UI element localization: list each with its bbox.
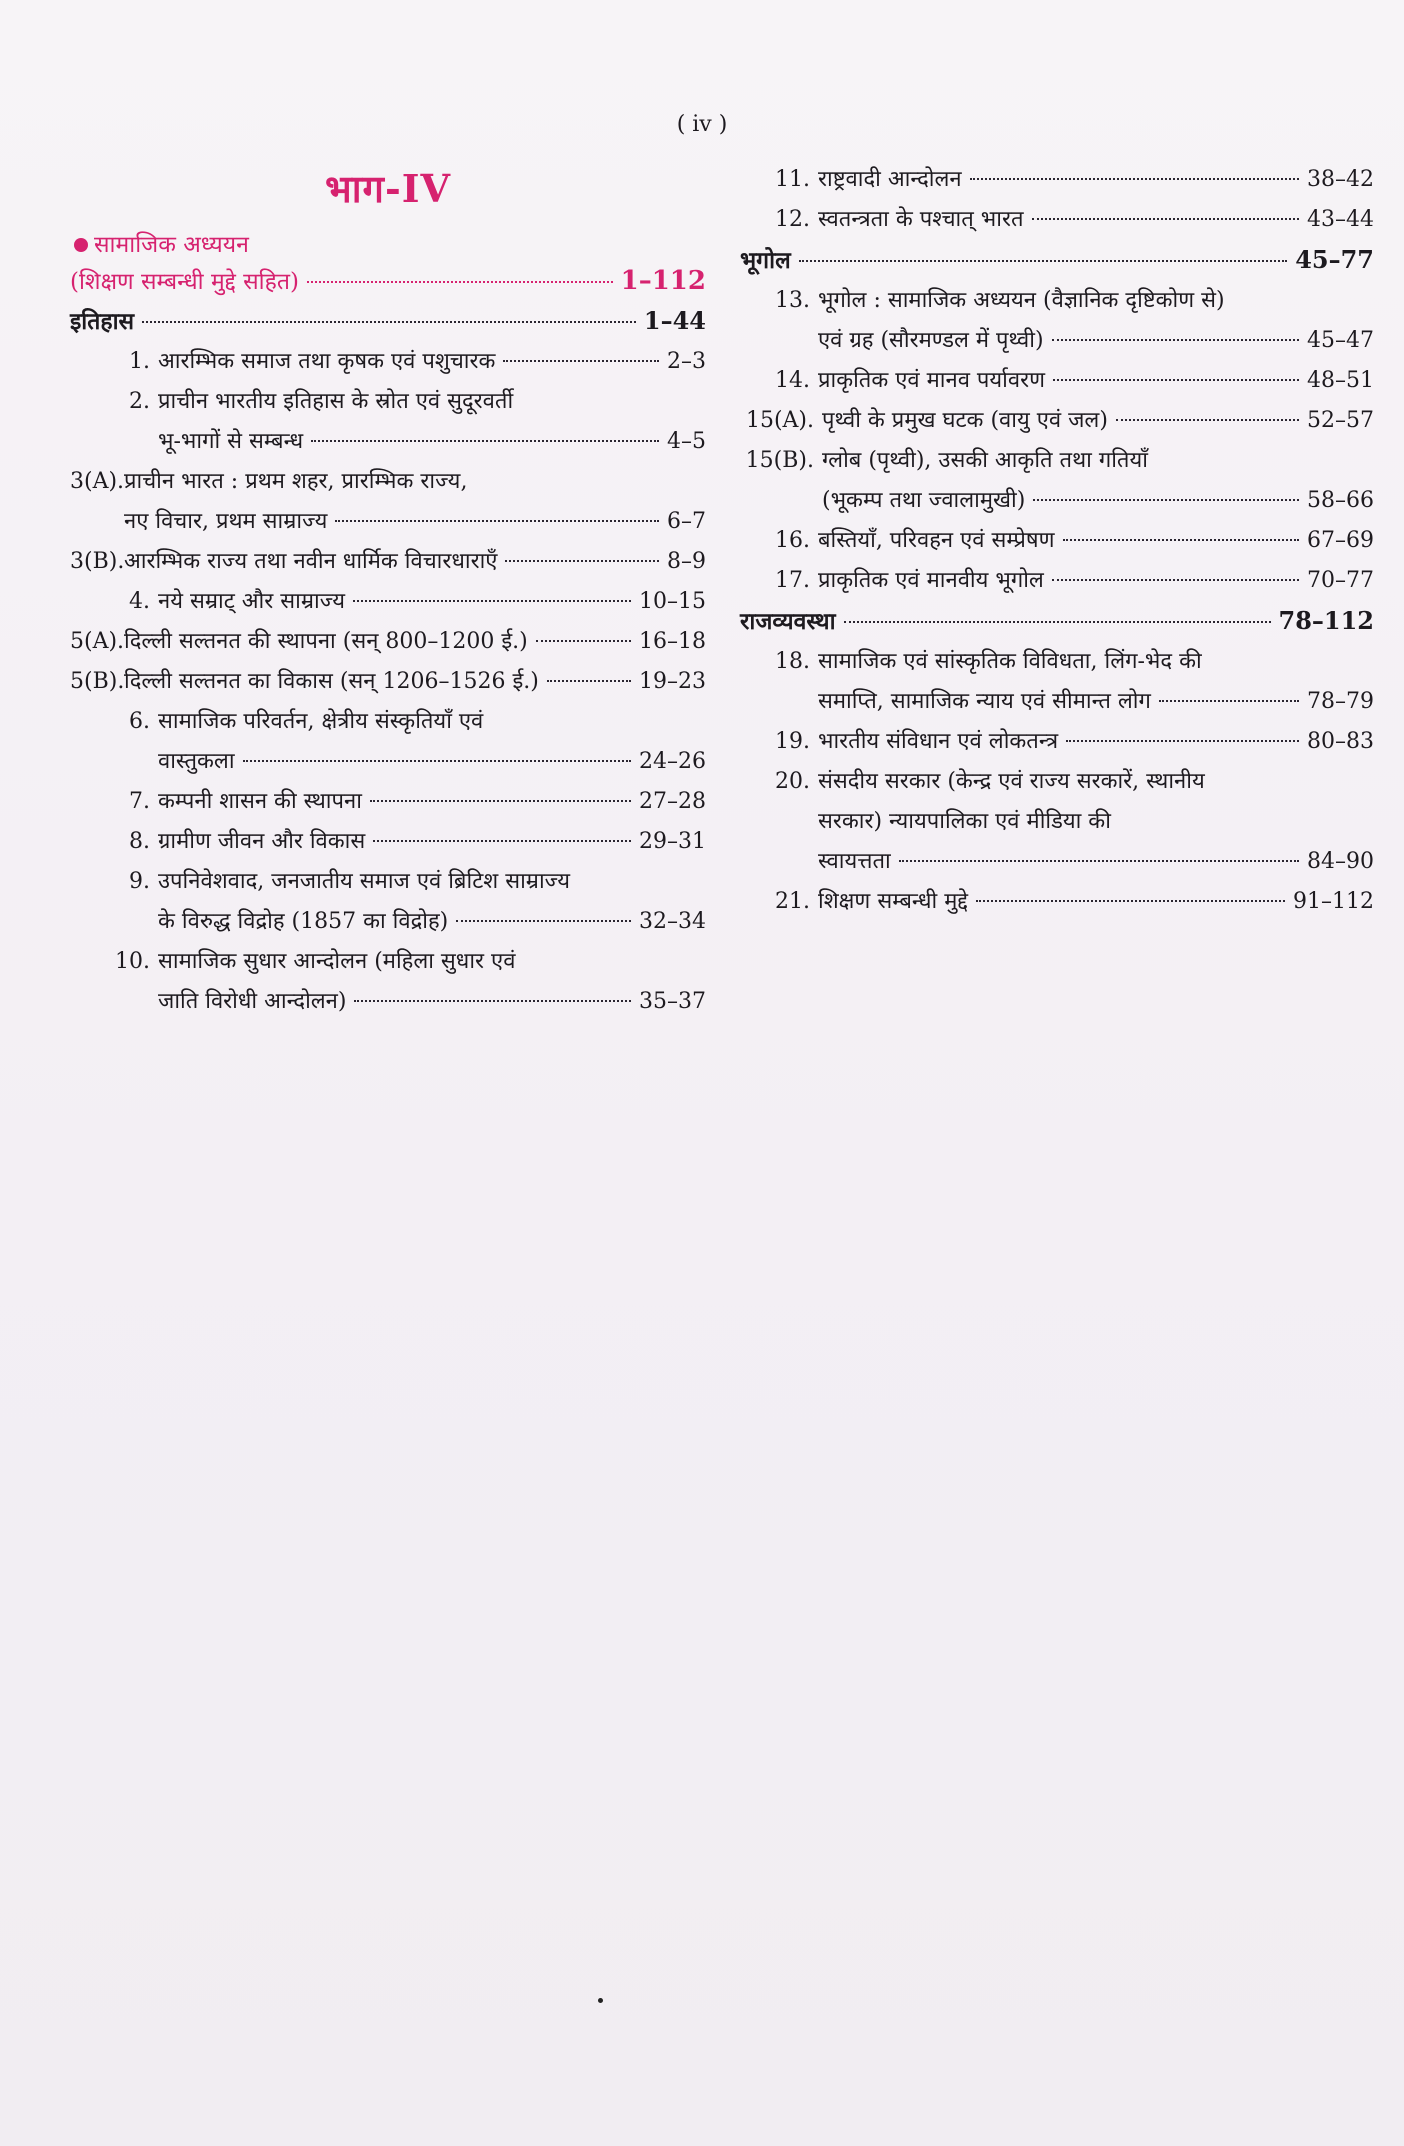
toc-line <box>740 441 1374 481</box>
entry-number: 6. <box>129 709 150 734</box>
history-heading <box>70 301 706 342</box>
toc-entry <box>740 762 1374 882</box>
dot-leader <box>373 840 631 842</box>
entry-title: दिल्ली सल्तनत की स्थापना (सन् 800–1200 ई.) <box>124 629 528 654</box>
dot-leader <box>1066 740 1299 742</box>
entry-pages: 58–66 <box>1307 488 1374 513</box>
entry-pages: 6–7 <box>667 509 706 534</box>
entry-number: 1. <box>129 349 150 374</box>
entry-number: 4. <box>129 589 150 614</box>
toc-entry <box>740 200 1374 240</box>
dot-leader <box>1116 419 1299 421</box>
entry-pages: 45–47 <box>1307 328 1374 353</box>
toc-line <box>740 521 1374 561</box>
entry-title: सामाजिक परिवर्तन, क्षेत्रीय संस्कृतियाँ एवं <box>158 709 484 734</box>
toc-line <box>740 842 1374 882</box>
entry-title: सामाजिक सुधार आन्दोलन (महिला सुधार एवं <box>158 949 516 974</box>
entry-title: उपनिवेशवाद, जनजातीय समाज एवं ब्रिटिश साम्राज्य <box>158 869 571 894</box>
entry-title: प्राचीन भारतीय इतिहास के स्रोत एवं सुदूरवर्ती <box>158 389 514 414</box>
entry-title: आरम्भिक राज्य तथा नवीन धार्मिक विचारधाराएँ <box>124 549 498 574</box>
toc-line <box>70 662 706 702</box>
entry-number: 3(A). <box>70 469 125 494</box>
toc-line <box>740 642 1374 682</box>
polity-heading-label: राजव्यवस्था <box>740 608 836 635</box>
toc-entry <box>70 862 706 942</box>
polity-list <box>740 642 1374 922</box>
entry-pages: 52–57 <box>1307 408 1374 433</box>
toc-entry <box>740 441 1374 521</box>
dot-leader <box>243 760 631 762</box>
toc-line <box>740 160 1374 200</box>
toc-line <box>70 982 706 1022</box>
dot-leader <box>536 640 631 642</box>
entry-number: 3(B). <box>70 549 125 574</box>
toc-line <box>70 862 706 902</box>
dot-leader <box>970 178 1299 180</box>
entry-title: कम्पनी शासन की स्थापना <box>158 789 362 814</box>
entry-title: स्वायत्तता <box>818 849 891 874</box>
entry-pages: 32–34 <box>639 909 706 934</box>
entry-number: 19. <box>775 729 810 754</box>
toc-line <box>70 782 706 822</box>
toc-line <box>70 462 706 502</box>
toc-entry <box>70 462 706 542</box>
entry-title: आरम्भिक समाज तथा कृषक एवं पशुचारक <box>158 349 496 374</box>
entry-number: 11. <box>775 167 810 192</box>
entry-number: 20. <box>775 769 810 794</box>
entry-title: स्वतन्त्रता के पश्चात् भारत <box>818 207 1024 232</box>
entry-title: बस्तियाँ, परिवहन एवं सम्प्रेषण <box>818 528 1055 553</box>
dot-leader <box>1032 218 1300 220</box>
subject-heading <box>70 228 706 262</box>
entry-number: 12. <box>775 207 810 232</box>
toc-line <box>740 401 1374 441</box>
entry-title: भारतीय संविधान एवं लोकतन्त्र <box>818 729 1059 754</box>
toc-entry <box>70 942 706 1022</box>
geography-heading <box>740 240 1374 281</box>
entry-pages: 19–23 <box>639 669 706 694</box>
toc-entry <box>70 622 706 662</box>
toc-line <box>70 702 706 742</box>
toc-entry <box>740 361 1374 401</box>
toc-line <box>70 422 706 462</box>
entry-pages: 2–3 <box>667 349 706 374</box>
entry-number: 5(B). <box>70 669 125 694</box>
entry-title: भूगोल : सामाजिक अध्ययन (वैज्ञानिक दृष्टिकोण से) <box>818 288 1225 313</box>
dot-leader <box>307 281 613 283</box>
entry-pages: 70–77 <box>1307 568 1374 593</box>
toc-line <box>70 542 706 582</box>
toc-entry <box>740 401 1374 441</box>
entry-pages: 8–9 <box>667 549 706 574</box>
entry-title: जाति विरोधी आन्दोलन) <box>158 989 347 1014</box>
toc-entry <box>70 342 706 382</box>
toc-line <box>70 622 706 662</box>
toc-line <box>70 822 706 862</box>
stray-dot <box>598 1998 603 2003</box>
entry-title: नये सम्राट् और साम्राज्य <box>158 589 346 614</box>
entry-pages: 43–44 <box>1307 207 1374 232</box>
dot-leader <box>1159 700 1299 702</box>
toc-line <box>740 762 1374 802</box>
polity-heading <box>740 601 1374 642</box>
left-column <box>70 160 706 1022</box>
entry-title: प्राकृतिक एवं मानव पर्यावरण <box>818 368 1046 393</box>
toc-line <box>70 902 706 942</box>
entry-number: 15(A). <box>745 408 814 433</box>
geography-pages: 45–77 <box>1295 245 1374 274</box>
entry-number: 18. <box>775 649 810 674</box>
toc-line <box>70 382 706 422</box>
toc-line <box>740 200 1374 240</box>
toc-line <box>70 342 706 382</box>
entry-pages: 29–31 <box>639 829 706 854</box>
dot-leader <box>335 520 659 522</box>
entry-pages: 78–79 <box>1307 689 1374 714</box>
entry-pages: 35–37 <box>639 989 706 1014</box>
toc-entry <box>740 521 1374 561</box>
toc-line <box>740 682 1374 722</box>
entry-pages: 67–69 <box>1307 528 1374 553</box>
entry-pages: 91–112 <box>1293 889 1374 914</box>
dot-leader <box>353 600 631 602</box>
toc-line <box>740 882 1374 922</box>
dot-leader <box>844 621 1271 623</box>
toc-entry <box>70 382 706 462</box>
toc-entry <box>70 582 706 622</box>
entry-pages: 48–51 <box>1307 368 1374 393</box>
entry-pages: 27–28 <box>639 789 706 814</box>
entry-number: 14. <box>775 368 810 393</box>
toc-line <box>70 742 706 782</box>
entry-pages: 4–5 <box>667 429 706 454</box>
polity-pages: 78–112 <box>1278 606 1374 635</box>
subject-row <box>70 262 706 301</box>
dot-leader <box>456 920 631 922</box>
dot-leader <box>799 260 1288 262</box>
entry-title: राष्ट्रवादी आन्दोलन <box>818 167 962 192</box>
entry-title: भू-भागों से सम्बन्ध <box>158 429 304 454</box>
toc-line <box>740 481 1374 521</box>
entry-pages: 10–15 <box>639 589 706 614</box>
entry-number: 10. <box>115 949 150 974</box>
entry-title: सामाजिक एवं सांस्कृतिक विविधता, लिंग-भेद की <box>818 649 1202 674</box>
entry-number: 17. <box>775 568 810 593</box>
entry-title: प्राकृतिक एवं मानवीय भूगोल <box>818 568 1044 593</box>
toc-entry <box>70 822 706 862</box>
bullet-icon <box>74 238 88 252</box>
history-cont-list <box>740 160 1374 240</box>
toc-line <box>70 582 706 622</box>
toc-entry <box>740 160 1374 200</box>
dot-leader <box>1052 579 1299 581</box>
dot-leader <box>976 900 1285 902</box>
entry-number: 7. <box>129 789 150 814</box>
dot-leader <box>370 800 631 802</box>
dot-leader <box>142 321 636 323</box>
entry-title: (भूकम्प तथा ज्वालामुखी) <box>822 488 1026 513</box>
entry-number: 13. <box>775 288 810 313</box>
entry-number: 5(A). <box>70 629 125 654</box>
entry-title: संसदीय सरकार (केन्द्र एवं राज्य सरकारें, स्थानीय <box>818 769 1205 794</box>
entry-title: पृथ्वी के प्रमुख घटक (वायु एवं जल) <box>822 408 1108 433</box>
toc-entry <box>740 281 1374 361</box>
entry-number: 8. <box>129 829 150 854</box>
geography-list <box>740 281 1374 601</box>
toc-entry <box>740 882 1374 922</box>
entry-number: 21. <box>775 889 810 914</box>
toc-entry <box>740 642 1374 722</box>
subject-pages: 1–112 <box>620 266 706 296</box>
entry-title: एवं ग्रह (सौरमण्डल में पृथ्वी) <box>818 328 1044 353</box>
toc-entry <box>70 782 706 822</box>
toc-entry <box>740 561 1374 601</box>
dot-leader <box>1033 499 1299 501</box>
dot-leader <box>1063 539 1299 541</box>
entry-title: सरकार) न्यायपालिका एवं मीडिया की <box>818 809 1111 834</box>
entry-number: 15(B). <box>745 448 814 473</box>
toc-line <box>740 281 1374 321</box>
dot-leader <box>311 440 659 442</box>
toc-entry <box>740 722 1374 762</box>
dot-leader <box>1053 379 1299 381</box>
entry-pages: 80–83 <box>1307 729 1374 754</box>
toc-entry <box>70 662 706 702</box>
toc-line <box>740 802 1374 842</box>
toc-line <box>740 722 1374 762</box>
toc-line <box>70 942 706 982</box>
page-number: ( iv ) <box>676 112 728 137</box>
entry-title: के विरुद्ध विद्रोह (1857 का विद्रोह) <box>158 909 449 934</box>
subject-line2: (शिक्षण सम्बन्धी मुद्दे सहित) <box>70 269 299 295</box>
dot-leader <box>503 360 659 362</box>
dot-leader <box>354 1000 631 1002</box>
subject-line1: सामाजिक अध्ययन <box>94 232 249 258</box>
entry-pages: 38–42 <box>1307 167 1374 192</box>
dot-leader <box>1052 339 1299 341</box>
entry-number: 9. <box>129 869 150 894</box>
history-list <box>70 342 706 1022</box>
entry-title: ग्लोब (पृथ्वी), उसकी आकृति तथा गतियाँ <box>822 448 1148 473</box>
entry-title: नए विचार, प्रथम साम्राज्य <box>124 509 328 534</box>
entry-number: 2. <box>129 389 150 414</box>
history-pages: 1–44 <box>643 306 706 335</box>
history-heading-label: इतिहास <box>70 308 135 335</box>
entry-title: ग्रामीण जीवन और विकास <box>158 829 366 854</box>
toc-line <box>740 561 1374 601</box>
right-column <box>740 160 1374 922</box>
dot-leader <box>547 680 631 682</box>
dot-leader <box>899 860 1299 862</box>
entry-pages: 84–90 <box>1307 849 1374 874</box>
toc-line <box>740 321 1374 361</box>
entry-pages: 16–18 <box>639 629 706 654</box>
toc-entry <box>70 542 706 582</box>
entry-title: शिक्षण सम्बन्धी मुद्दे <box>818 889 969 914</box>
entry-number: 16. <box>775 528 810 553</box>
dot-leader <box>505 560 659 562</box>
entry-title: वास्तुकला <box>158 749 235 774</box>
entry-title: प्राचीन भारत : प्रथम शहर, प्रारम्भिक राज्य, <box>124 469 468 494</box>
toc-entry <box>70 702 706 782</box>
section-title: भाग-IV <box>325 166 451 211</box>
toc-line <box>740 361 1374 401</box>
geography-heading-label: भूगोल <box>740 247 791 274</box>
entry-pages: 24–26 <box>639 749 706 774</box>
entry-title: दिल्ली सल्तनत का विकास (सन् 1206–1526 ई.) <box>124 669 539 694</box>
entry-title: समाप्ति, सामाजिक न्याय एवं सीमान्त लोग <box>818 689 1151 714</box>
toc-line <box>70 502 706 542</box>
